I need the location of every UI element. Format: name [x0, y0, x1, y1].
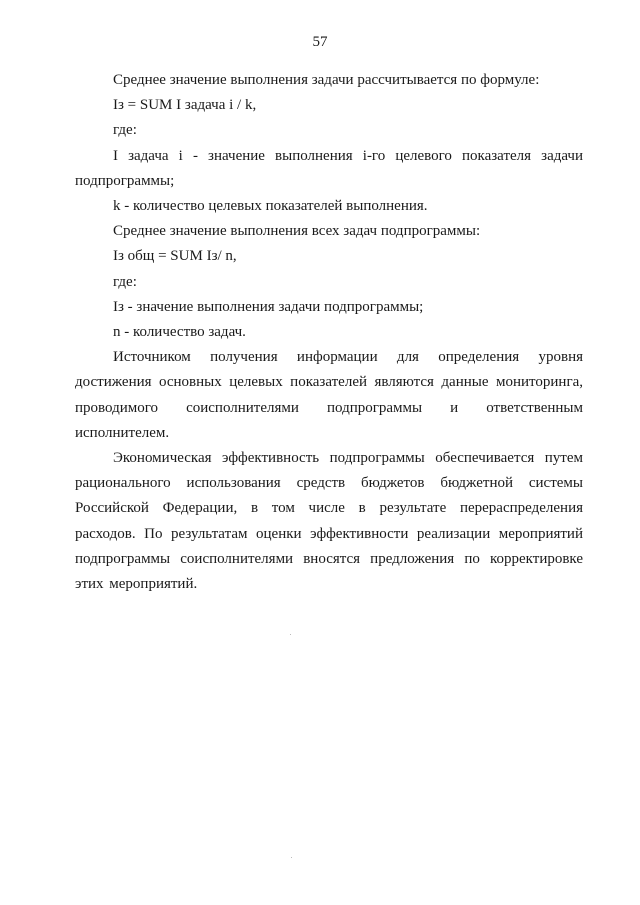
paragraph-economic-efficiency: Экономическая эффективность подпрограммы обеспечивается путем рационального использования средств бюджетов бюджетной системы Российской Федерации, в том числе в результате перераспределения расходов. По результатам оценки эффективности реализации мероприятий подпрограммы соисполнителями вносятся предложения по корректировке этих мероприятий. — [75, 450, 583, 593]
overall-formula-intro: Среднее значение выполнения всех задач подпрограммы: — [113, 223, 481, 240]
definition-task-indicator: I задача i - значение выполнения i-го целевого показателя задачи подпрограммы; — [75, 147, 583, 189]
formula-intro: Среднее значение выполнения задачи рассчитывается по формуле: — [113, 72, 540, 88]
paragraph-information-source: Источником получения информации для определения уровня достижения основных целевых показателей являются данные мониторинга, проводимого соисполнителями подпрограммы и ответственным исполнителем. — [75, 349, 583, 441]
scan-speck — [290, 634, 291, 635]
formula-overall: Iз общ = SUM Iз/ n, — [113, 248, 237, 265]
where-label-2: где: — [113, 273, 137, 290]
definition-iz: Iз - значение выполнения задачи подпрограммы; — [113, 298, 424, 315]
definition-n: n - количество задач. — [113, 324, 246, 341]
definition-k: k - количество целевых показателей выполнения. — [113, 198, 428, 215]
where-label: где: — [113, 122, 137, 139]
page-number: 57 — [312, 34, 328, 50]
document-body — [75, 68, 583, 597]
scan-speck — [291, 857, 292, 858]
formula-task-average: Iз = SUM I задача i / k, — [113, 97, 257, 114]
